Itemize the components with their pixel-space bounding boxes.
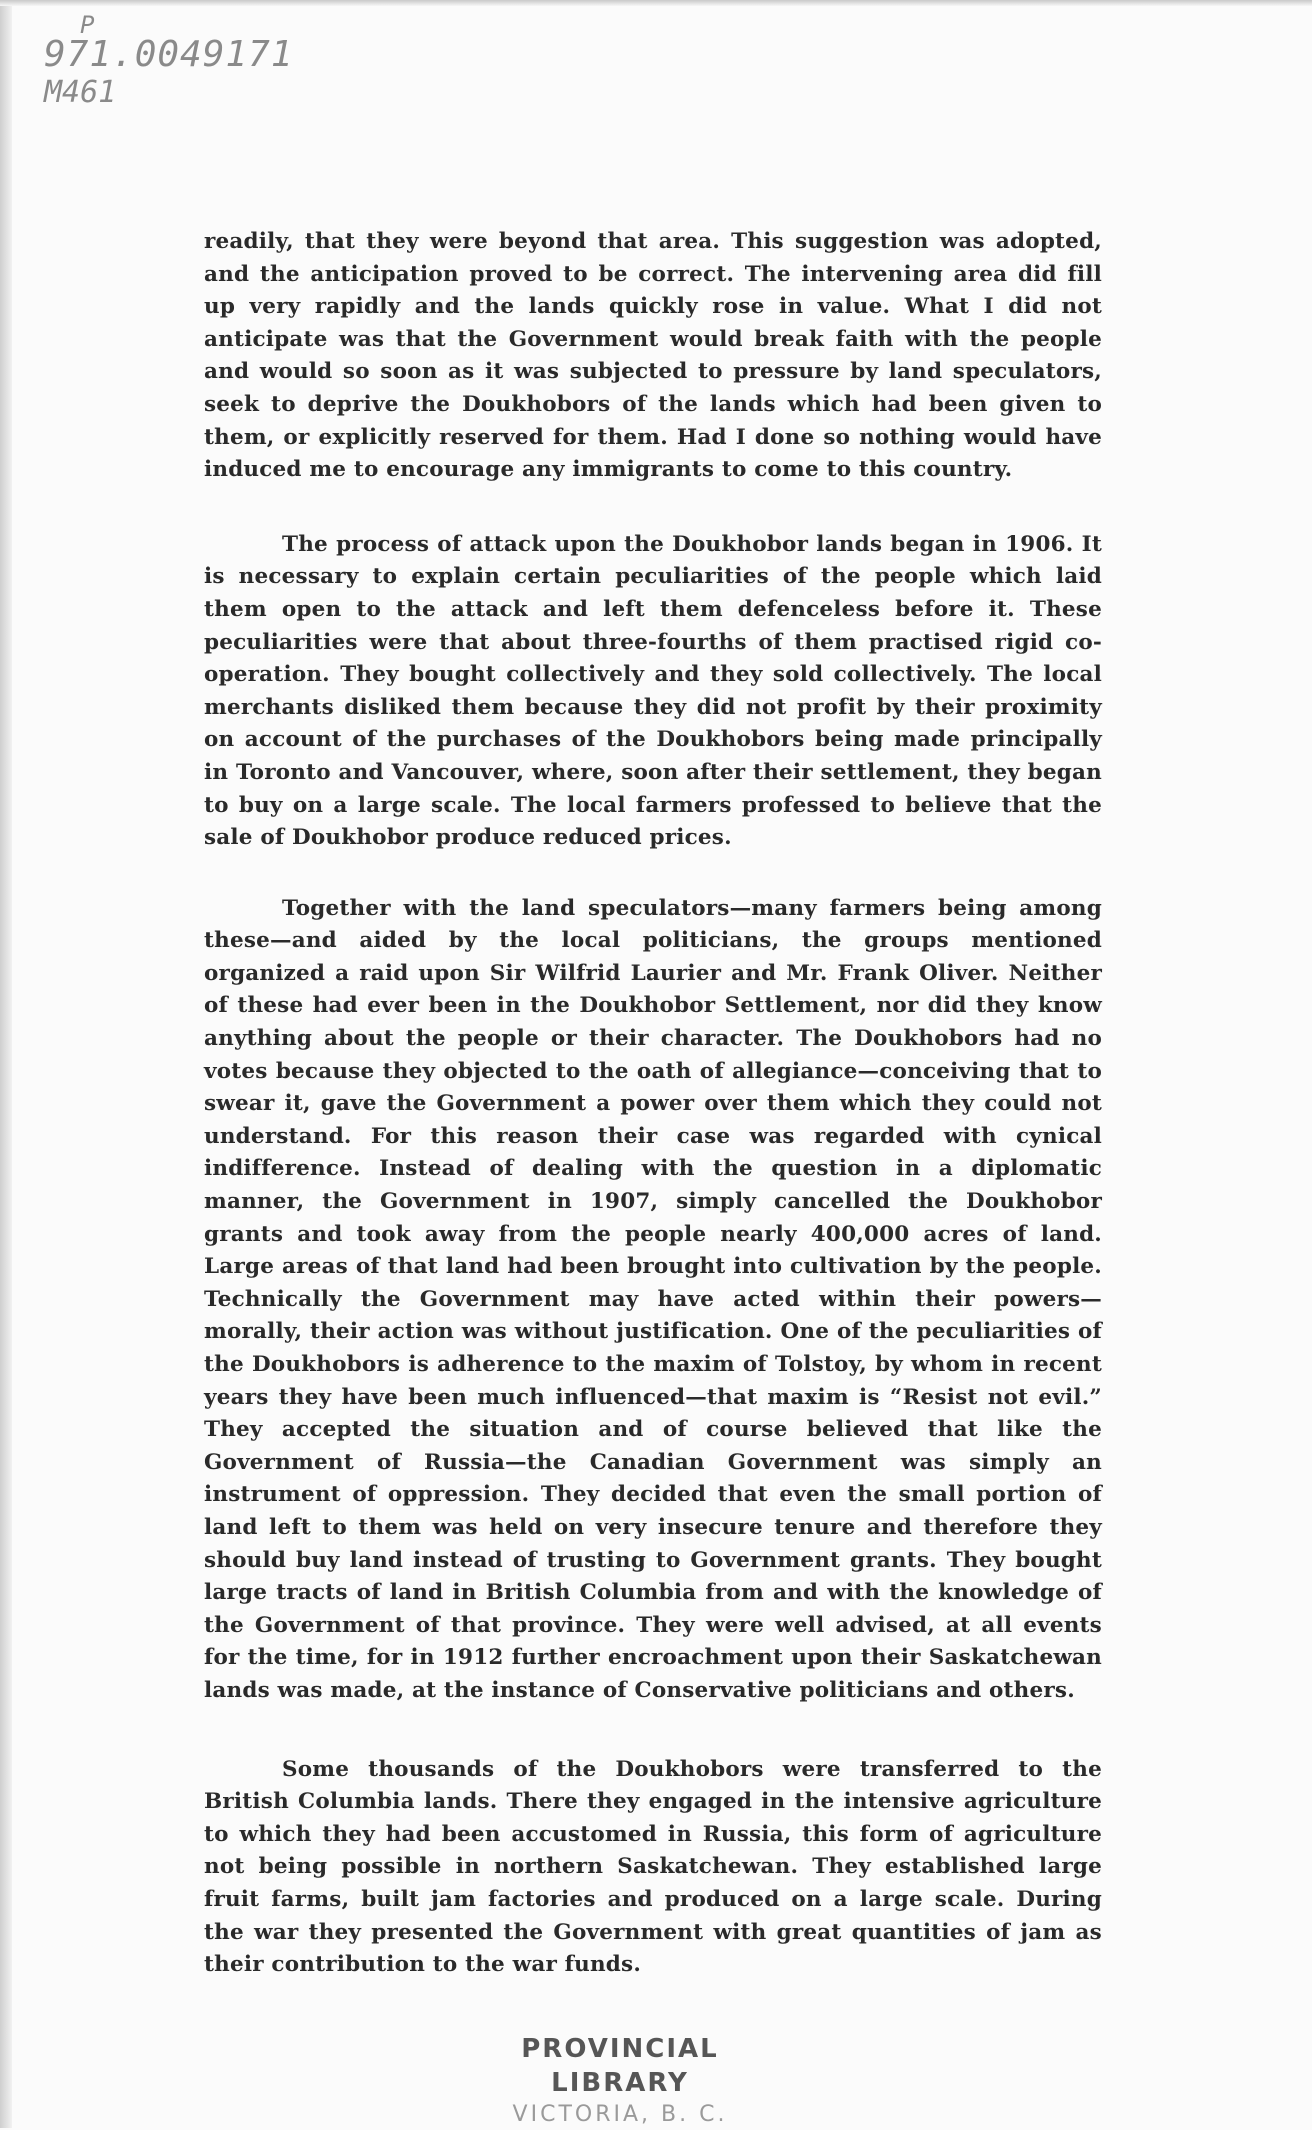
paragraph-2: The process of attack upon the Doukhobor lands began in 1906. It is necessary to explain certain peculiarities of the people which laid them open to the attack and left them defenceless before it. These peculiarities were that about three-fourths of them practised rigid co-operation. They bought collectively and they sold collectively. The local merchants disliked them because they did not profit by their proximity on account of the purchases of the Doukhobors being made principally in Toronto and Vancouver, where, soon after their settlement, they began to buy on a large scale. The local farmers professed to believe that the sale of Doukhobor produce reduced prices. [204,531,1102,851]
stamp-line-1: PROVINCIAL LIBRARY [521,2034,719,2098]
paragraph-3: Together with the land speculators—many farmers being among these—and aided by the local politicians, the groups mentioned organized a raid upon Sir Wilfrid Laurier and Mr. Frank Oliver. Neither of these had ever been in the Doukhobor Settlement, nor did they know anything about the people or their character. The Doukhobors had no votes because they objected to the oath of allegiance—conceiving that to swear it, gave the Government a power over them which they could not understand. For this reason their case was regarded with cynical indifference. Instead of dealing with the question in a diplomatic manner, the Government in 1907, simply cancelled the Doukhobor grants and took away from the people nearly 400,000 acres of land. Large areas of that land had been brought into cultivation by the people. Technically the Government may have acted within their powers—morally, their action was without justification. One of the peculiarities of the Doukhobors is adherence to the maxim of Tolstoy, by whom in recent years they have been much influenced—that maxim is “Resist not evil.” They accepted the situation and of course believed that like the Government of Russia—the Canadian Government was simply an instrument of oppression. They decided that even the small portion of land left to them was held on very insecure tenure and therefore they should buy land instead of trusting to Government grants. They bought large tracts of land in British Columbia from and with the knowledge of the Government of that province. They were well advised, at all events for the time, for in 1912 further encroachment upon their Saskatchewan lands was made, at the instance of Conservative politicians and others. [204,895,1102,1703]
paragraph-4: Some thousands of the Doukhobors were transferred to the British Columbia lands. There they engaged in the intensive agriculture to which they had been accustomed in Russia, this form of agriculture not being possible in northern Saskatchewan. They established large fruit farms, built jam factories and produced on a large scale. During the war they presented the Government with great quantities of jam as their contribution to the war funds. [204,1756,1102,1978]
scan-top-edge [0,0,1312,6]
scan-edge [0,0,12,2128]
call-number-line-2: 971.0049171 [44,34,294,75]
paragraph-1: readily, that they were beyond that area. This suggestion was adopted, and the anticipation proved to be correct. The intervening area did fill up very rapidly and the lands quickly rose in value. What I did not anticipate was that the Government would break faith with the people and would so soon as it was subjected to pressure by land speculators, seek to deprive the Doukhobors of the lands which had been given to them, or explicitly reserved for them. Had I done so nothing would have induced me to encourage any immigrants to come to this country. [204,229,1102,483]
library-stamp [450,2032,790,2130]
call-number-line-1: P [80,11,95,39]
stamp-line-2: VICTORIA, B. C. [512,2102,728,2127]
call-number-line-3: M461 [44,75,117,110]
document-body [204,226,1102,1982]
handwritten-call-number [44,11,294,112]
